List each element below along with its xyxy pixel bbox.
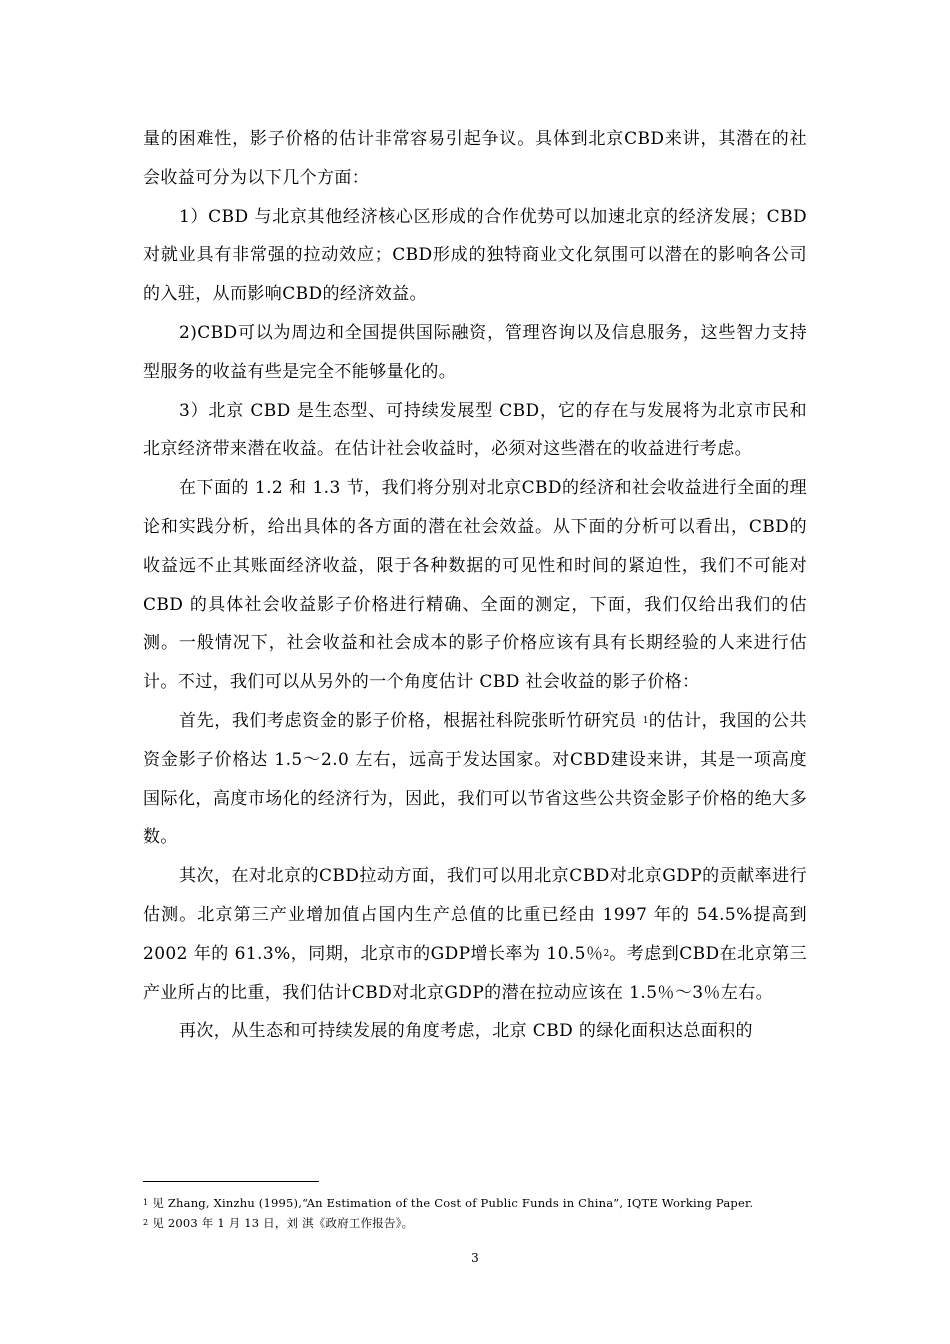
paragraph-8: 再次，从生态和可持续发展的角度考虑，北京 CBD 的绿化面积达总面积的: [179, 1021, 753, 1042]
page-number: 3: [471, 1251, 479, 1265]
paragraph-7: [143, 857, 807, 1012]
paragraph-7-text-before: 其次，在对北京的CBD拉动方面，我们可以用北京CBD对北京GDP的贡献率进行估测。北京第三产业增加值占国内生产总值的比重已经由 1997 年的 54.5%提高到 2002 年的 61.3%，同期，北京市的GDP增长率为 10.5％: [143, 866, 807, 964]
footnote-ref-1[interactable]: 1: [642, 715, 649, 726]
footnote-number-2: 2: [143, 1218, 149, 1227]
paragraph-1: 量的困难性，影子价格的估计非常容易引起争议。具体到北京CBD来讲，其潜在的社会收益可分为以下几个方面：: [143, 129, 807, 188]
body-text: [143, 120, 807, 1051]
footnote-separator: [143, 1181, 319, 1182]
footnote-1: [143, 1193, 815, 1213]
paragraph-6-text-after: 的估计，我国的公共资金影子价格达 1.5～2.0 左右，远高于发达国家。对CBD建设来讲，其是一项高度国际化，高度市场化的经济行为，因此，我们可以节省这些公共资金影子价格的绝大多数。: [143, 710, 807, 848]
paragraph-7-text-after: 。考虑到CBD在北京第三产业所占的比重，我们估计CBD对北京GDP的潜在拉动应该在 1.5％～3％左右。: [143, 943, 807, 1003]
footnote-number-1: 1: [143, 1198, 149, 1207]
footnote-ref-2[interactable]: 2: [603, 948, 610, 959]
paragraph-2: 1）CBD 与北京其他经济核心区形成的合作优势可以加速北京的经济发展；CBD对就业具有非常强的拉动效应；CBD形成的独特商业文化氛围可以潜在的影响各公司的入驻，从而影响CBD的经济效益。: [143, 206, 807, 305]
paragraph-6: [143, 702, 807, 857]
footnote-text-1: 见 Zhang, Xinzhu (1995),“An Estimation of the Cost of Public Funds in China”, IQTE Working Paper.: [152, 1196, 754, 1210]
paragraph-5: 在下面的 1.2 和 1.3 节，我们将分别对北京CBD的经济和社会收益进行全面的理论和实践分析，给出具体的各方面的潜在社会效益。从下面的分析可以看出，CBD的收益远不止其账面经济收益，限于各种数据的可见性和时间的紧迫性，我们不可能对 CBD 的具体社会收益影子价格进行精确、全面的测定，下面，我们仅给出我们的估测。一般情况下，社会收益和社会成本的影子价格应该有具有长期经验的人来进行估计。不过，我们可以从另外的一个角度估计 CBD 社会收益的影子价格：: [143, 478, 807, 693]
paragraph-6-text-before: 首先，我们考虑资金的影子价格，根据社科院张昕竹研究员: [179, 710, 643, 731]
footnotes: [143, 1193, 815, 1233]
footnote-text-2: 见 2003 年 1 月 13 日，刘 淇《政府工作报告》。: [152, 1216, 414, 1230]
footnote-2: [143, 1213, 815, 1233]
paragraph-4: 3）北京 CBD 是生态型、可持续发展型 CBD，它的存在与发展将为北京市民和北京经济带来潜在收益。在估计社会收益时，必须对这些潜在的收益进行考虑。: [143, 400, 807, 460]
paragraph-3: 2)CBD可以为周边和全国提供国际融资，管理咨询以及信息服务，这些智力支持型服务的收益有些是完全不能够量化的。: [143, 322, 807, 382]
